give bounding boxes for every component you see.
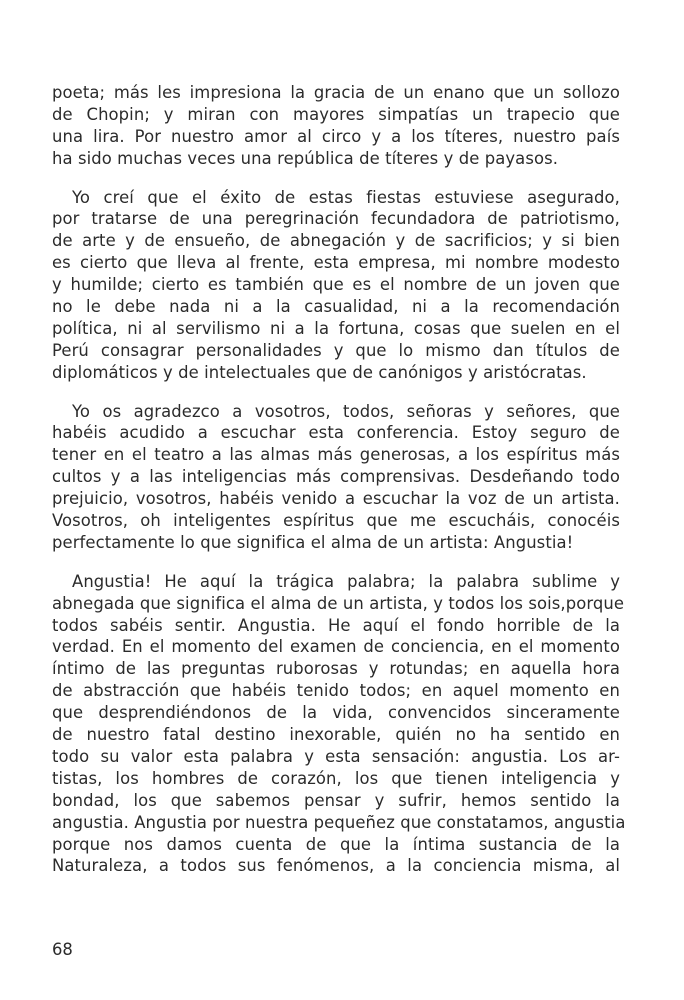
- text-line: política, ni al servilismo ni a la fortuna, cosas que suelen en el: [52, 318, 620, 338]
- text-line: prejuicio, vosotros, habéis venido a escuchar la voz de un artista.: [52, 489, 620, 509]
- text-line: de abstracción que habéis tenido todos; en aquel momento en: [52, 681, 620, 701]
- text-line: no le debe nada ni a la casualidad, ni a la recomendación: [52, 297, 620, 317]
- text-line: íntimo de las preguntas ruborosas y rotundas; en aquella hora: [52, 659, 620, 679]
- text-line: Yo os agradezco a vosotros, todos, señoras y señores, que: [72, 401, 620, 421]
- text-line: diplomáticos y de intelectuales que de canónigos y aristócratas.: [52, 362, 587, 382]
- paragraph-1: [52, 82, 620, 170]
- text-line: Angustia! He aquí la trágica palabra; la palabra sublime y: [72, 571, 620, 591]
- text-line: Yo creí que el éxito de estas fiestas estuviese asegurado,: [72, 187, 620, 207]
- paragraph-2: [52, 187, 620, 384]
- text-line: abnegada que significa el alma de un artista, y todos los sois,porque: [52, 593, 625, 613]
- text-line: Vosotros, oh inteligentes espíritus que me escucháis, conocéis: [52, 511, 620, 531]
- text-line: que desprendiéndonos de la vida, convencidos sinceramente: [52, 703, 620, 723]
- text-line: tener en el teatro a las almas más generosas, a los espíritus más: [52, 445, 620, 465]
- paragraph-3: [52, 401, 620, 554]
- text-line: poeta; más les impresiona la gracia de un enano que un sollozo: [52, 83, 620, 102]
- text-line: Naturaleza, a todos sus fenómenos, a la conciencia misma, al: [52, 856, 620, 876]
- text-line: todos sabéis sentir. Angustia. He aquí el fondo horrible de la: [52, 615, 620, 635]
- text-line: porque nos damos cuenta de que la íntima sustancia de la: [52, 834, 620, 854]
- text-line: por tratarse de una peregrinación fecundadora de patriotismo,: [52, 209, 620, 229]
- text-line: bondad, los que sabemos pensar y sufrir, hemos sentido la: [52, 790, 620, 810]
- text-line: tistas, los hombres de corazón, los que tienen inteligencia y: [52, 768, 620, 788]
- text-line: y humilde; cierto es también que es el nombre de un joven que: [52, 275, 620, 295]
- text-line: ha sido muchas veces una república de títeres y de payasos.: [52, 148, 559, 168]
- text-line: todo su valor esta palabra y esta sensación: angustia. Los ar-: [52, 746, 620, 766]
- text-line: perfectamente lo que significa el alma de un artista: Angustia!: [52, 532, 574, 552]
- text-line: de Chopin; y miran con mayores simpatías un trapecio que: [52, 104, 620, 124]
- text-line: de nuestro fatal destino inexorable, quién no ha sentido en: [52, 725, 620, 745]
- text-line: habéis acudido a escuchar esta conferencia. Estoy seguro de: [52, 423, 620, 443]
- page-number: 68: [52, 940, 73, 959]
- text-line: una lira. Por nuestro amor al circo y a los títeres, nuestro país: [52, 126, 620, 146]
- text-line: verdad. En el momento del examen de conciencia, en el momento: [52, 637, 620, 657]
- text-line: cultos y a las inteligencias más comprensivas. Desdeñando todo: [52, 467, 620, 487]
- text-line: de arte y de ensueño, de abnegación y de sacrificios; y si bien: [52, 231, 620, 251]
- text-line: Perú consagrar personalidades y que lo mismo dan títulos de: [52, 340, 620, 360]
- page-text-body: [52, 82, 626, 894]
- text-line: es cierto que lleva al frente, esta empresa, mi nombre modesto: [52, 253, 620, 273]
- text-line: angustia. Angustia por nuestra pequeñez que constatamos, angustia: [52, 812, 626, 832]
- paragraph-4: [52, 571, 626, 877]
